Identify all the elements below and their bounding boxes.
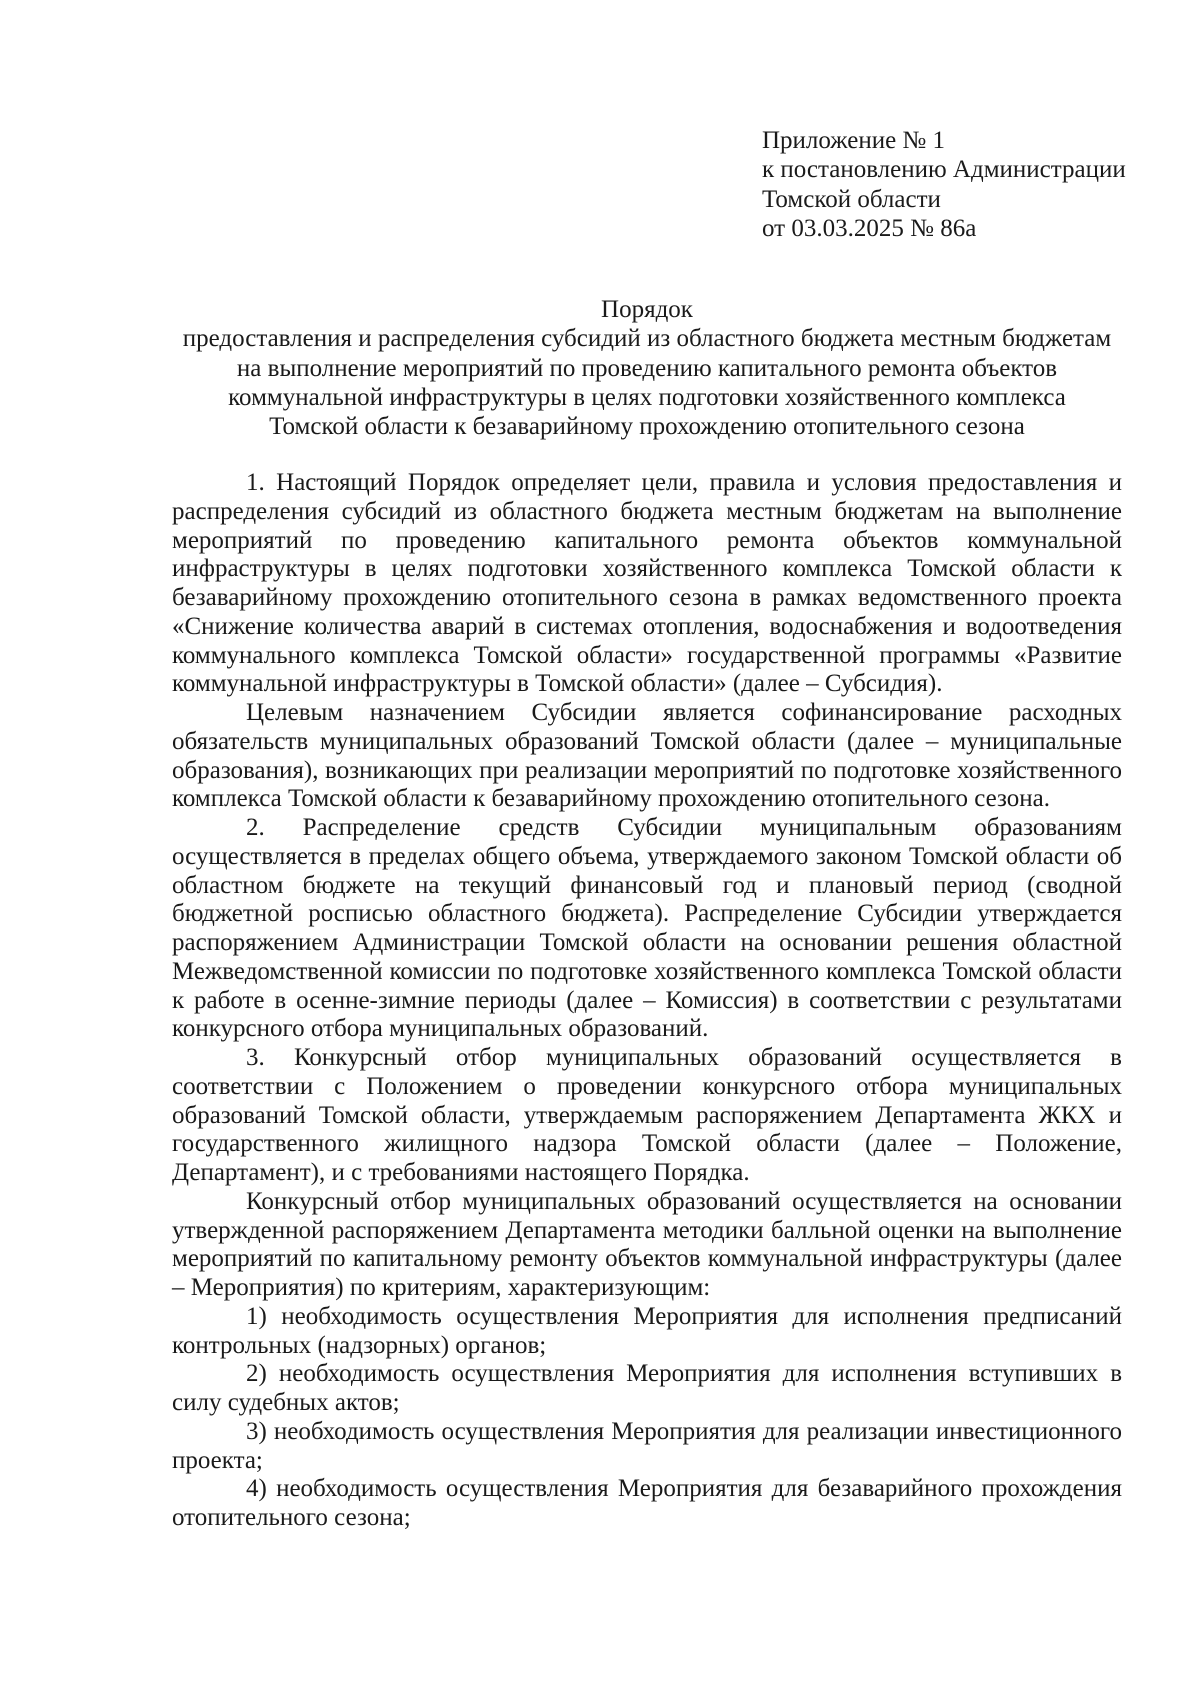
document-title bbox=[172, 295, 1122, 441]
document-body bbox=[172, 469, 1122, 1533]
title-line-3: коммунальной инфраструктуры в целях подготовки хозяйственного комплекса bbox=[228, 383, 1066, 411]
title-line-4: Томской области к безаварийному прохождению отопительного сезона bbox=[269, 413, 1025, 441]
criterion-2: 2) необходимость осуществления Мероприятия для исполнения вступивших в силу судебных актов; bbox=[172, 1360, 1122, 1416]
paragraph-2-distribution: 2. Распределение средств Субсидии муниципальным образованиям осуществляется в пределах общего объема, утверждаемого законом Томской области об областном бюджете на текущий финансовый год и плановый период (сводной бюджетной росписью областного бюджета). Распределение Субсидии утверждается распоряжением Администрации Томской области на основании решения областной Межведомственной комиссии по подготовке хозяйственного комплекса Томской области к работе в осенне-зимние периоды (далее – Комиссия) в соответствии с результатами конкурсного отбора муниципальных образований. bbox=[172, 814, 1122, 1043]
criterion-1: 1) необходимость осуществления Мероприятия для исполнения предписаний контрольных (надзорных) органов; bbox=[172, 1302, 1122, 1359]
criterion-4: 4) необходимость осуществления Мероприятия для безаварийного прохождения отопительного сезона; bbox=[172, 1475, 1122, 1531]
title-heading: Порядок bbox=[601, 296, 693, 323]
appendix-number: Приложение № 1 bbox=[762, 127, 946, 154]
paragraph-target-purpose: Целевым назначением Субсидии является софинансирование расходных обязательств муниципальных образований Томской области (далее – муниципальные образования), возникающих при реализации мероприятий по подготовке хозяйственного комплекса Томской области к безаварийному прохождению отопительного сезона. bbox=[172, 699, 1122, 813]
title-line-1: предоставления и распределения субсидий из областного бюджета местным бюджетам bbox=[182, 325, 1112, 353]
appendix-date-number: от 03.03.2025 № 86а bbox=[762, 214, 977, 242]
appendix-header bbox=[762, 126, 1126, 243]
paragraph-3-selection: 3. Конкурсный отбор муниципальных образований осуществляется в соответствии с Положением о проведении конкурсного отбора муниципальных образований Томской области, утверждаемым распоряжением Департамента ЖКХ и государственного жилищного надзора Томской области (далее – Положение, Департамент), и с требованиями настоящего Порядка. bbox=[172, 1044, 1122, 1186]
paragraph-selection-criteria: Конкурсный отбор муниципальных образований осуществляется на основании утвержденной распоряжением Департамента методики балльной оценки на выполнение мероприятий по капитальному ремонту объектов коммунальной инфраструктуры (далее – Мероприятия) по критериям, характеризующим: bbox=[172, 1187, 1122, 1301]
criterion-3: 3) необходимость осуществления Мероприятия для реализации инвестиционного проекта; bbox=[172, 1417, 1122, 1474]
title-line-2: на выполнение мероприятий по проведению капитального ремонта объектов bbox=[236, 354, 1058, 382]
appendix-region: Томской области bbox=[762, 185, 941, 213]
appendix-resolution-ref: к постановлению Администрации bbox=[762, 156, 1126, 184]
paragraph-1-purpose: 1. Настоящий Порядок определяет цели, правила и условия предоставления и распределения субсидий из областного бюджета местным бюджетам на выполнение мероприятий по проведению капитального ремонта объектов коммунальной инфраструктуры в целях подготовки хозяйственного комплекса Томской области к безаварийному прохождению отопительного сезона в рамках ведомственного проекта «Снижение количества аварий в системах отопления, водоснабжения и водоотведения коммунального комплекса Томской области» государственной программы «Развитие коммунальной инфраструктуры в Томской области» (далее – Субсидия). bbox=[172, 469, 1122, 698]
